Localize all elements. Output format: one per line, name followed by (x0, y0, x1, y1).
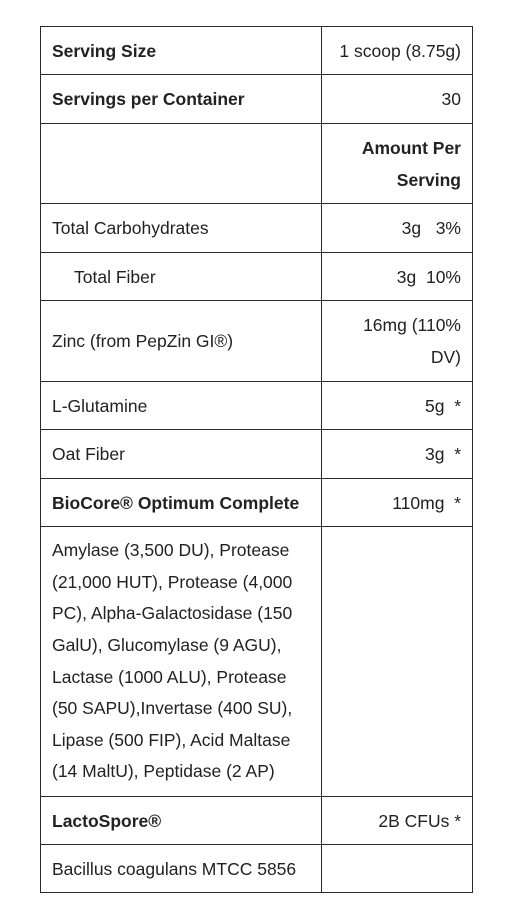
table-row (41, 797, 473, 845)
enzymes-value (322, 527, 473, 797)
supplement-facts-table (40, 26, 473, 893)
serving-size-value: 1 scoop (8.75g) (322, 27, 473, 75)
table-row (41, 204, 473, 253)
table-row (41, 253, 473, 301)
table-row (41, 124, 473, 204)
amount-per-serving-header: Amount Per Serving (322, 124, 473, 204)
table-row (41, 75, 473, 124)
table-row (41, 845, 473, 893)
table-row (41, 479, 473, 527)
oat-fiber-value: 3g * (322, 430, 473, 479)
total-fiber-label: Total Fiber (41, 253, 322, 301)
table-row (41, 382, 473, 430)
table-row (41, 430, 473, 479)
lactospore-value: 2B CFUs * (322, 797, 473, 845)
l-glutamine-value: 5g * (322, 382, 473, 430)
amount-header-label (41, 124, 322, 204)
servings-per-container-label: Servings per Container (41, 75, 322, 124)
biocore-value: 110mg * (322, 479, 473, 527)
oat-fiber-label: Oat Fiber (41, 430, 322, 479)
table-row (41, 27, 473, 75)
total-carbohydrates-value: 3g 3% (322, 204, 473, 253)
l-glutamine-label: L-Glutamine (41, 382, 322, 430)
total-carbohydrates-label: Total Carbohydrates (41, 204, 322, 253)
table-row (41, 527, 473, 797)
zinc-label: Zinc (from PepZin GI®) (41, 301, 322, 382)
servings-per-container-value: 30 (322, 75, 473, 124)
biocore-label: BioCore® Optimum Complete (41, 479, 322, 527)
table-row (41, 301, 473, 382)
total-fiber-value: 3g 10% (322, 253, 473, 301)
bacillus-value (322, 845, 473, 893)
bacillus-label: Bacillus coagulans MTCC 5856 (41, 845, 322, 893)
lactospore-label: LactoSpore® (41, 797, 322, 845)
zinc-value: 16mg (110% DV) (322, 301, 473, 382)
enzymes-label: Amylase (3,500 DU), Protease (21,000 HUT), Protease (4,000 PC), Alpha-Galactosidase (150 GalU), Glucomylase (9 AGU), Lactase (1000 ALU), Protease (50 SAPU),Invertase (400 SU), Lipase (500 FIP), Acid Maltase (14 MaltU), Peptidase (2 AP) (41, 527, 322, 797)
serving-size-label: Serving Size (41, 27, 322, 75)
